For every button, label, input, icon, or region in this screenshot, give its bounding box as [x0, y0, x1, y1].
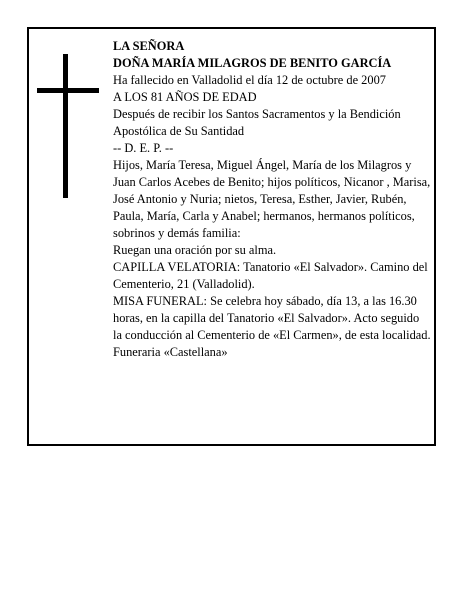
- funeral-info: MISA FUNERAL: Se celebra hoy sábado, día 13, a las 16.30 horas, en la capilla del Tanatorio «El Salvador». Acto seguido la conducción al Cementerio de «El Carmen», de esta localidad.: [113, 294, 431, 342]
- deceased-name: DOÑA MARÍA MILAGROS DE BENITO GARCÍA: [113, 56, 392, 70]
- chapel-info: CAPILLA VELATORIA: Tanatorio «El Salvador». Camino del Cementerio, 21 (Valladolid).: [113, 260, 428, 291]
- sacraments-line: Después de recibir los Santos Sacramentos y la Bendición Apostólica de Su Santidad: [113, 107, 401, 138]
- death-line: Ha fallecido en Valladolid el día 12 de octubre de 2007: [113, 73, 386, 87]
- cross-horizontal-bar: [37, 88, 99, 93]
- cross-vertical-bar: [63, 54, 68, 198]
- family-list: Hijos, María Teresa, Miguel Ángel, María de los Milagros y Juan Carlos Acebes de Benito; hijos políticos, Nicanor , Marisa, José Antonio y Nuria; nietos, Teresa, Esther, Javier, Rubén, Paula, María, Carla y Anabel; hermanos, hermanos políticos, sobrinos y demás familia:: [113, 158, 431, 240]
- obituary-text: [113, 38, 431, 361]
- notice-title: LA SEÑORA: [113, 39, 185, 53]
- age-line: A LOS 81 AÑOS DE EDAD: [113, 90, 257, 104]
- latin-cross-icon: [37, 54, 99, 198]
- funeral-home: Funeraria «Castellana»: [113, 345, 228, 359]
- dep-line: -- D. E. P. --: [113, 141, 174, 155]
- prayer-line: Ruegan una oración por su alma.: [113, 243, 277, 257]
